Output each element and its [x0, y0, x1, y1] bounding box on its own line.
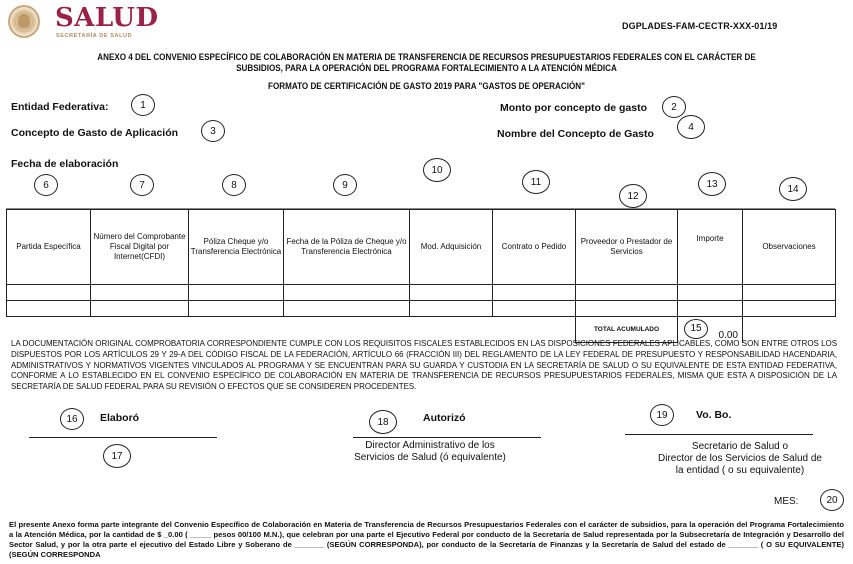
logo-subtitle: SECRETARÍA DE SALUD [56, 33, 133, 39]
vobo-role [640, 441, 840, 477]
table-cell[interactable] [284, 285, 410, 301]
marker-1: 1 [131, 94, 155, 116]
table-row [7, 285, 836, 301]
format-title: FORMATO DE CERTIFICACIÓN DE GASTO 2019 PARA "GASTOS DE OPERACIÓN" [268, 81, 585, 91]
marker-3: 3 [201, 120, 225, 142]
table-cell[interactable] [678, 285, 743, 301]
certification-paragraph: LA DOCUMENTACIÓN ORIGINAL COMPROBATORIA CORRESPONDIENTE CUMPLE CON LOS REQUISITOS FISCALES ESTABLECIDOS EN LAS DISPOSICIONES FEDERALES APLICABLES, COMO SON ENTRE OTROS LOS DISPUESTOS POR LOS ARTÍCULOS 29 Y 29-A DEL CÓDIGO FISCAL DE LA FEDERACIÓN, ARTÍCULO 66 (FRACCIÓN III) DEL REGLAMENTO DE LA LEY FEDERAL DE PRESUPUESTO Y RESPONSABILIDAD HACENDARIA, ADMINISTRATIVOS Y NORMATIVOS VIGENTES VINCULADOS AL PROGRAMA Y SE ENCUENTRAN PARA SU GUARDA Y CUSTODIA EN LA SECRETARÍA DE SALUD O SU EQUIVALENTE DE ESTA ENTIDAD FEDERATIVA, CONFORME A LO ESTABLECIDO EN EL CONVENIO ESPECÍFICO DE COLABORACIÓN EN MATERIA DE TRANSFERENCIA DE RECURSOS PRESUPUESTARIOS FEDERALES, MISMA QUE ESTA A DISPOSICIÓN DE LA SECRETARÍA DE SALUD FEDERAL PARA SU REVISIÓN O EFECTOS QUE SE CONSIDEREN PROCEDENTES. [11, 339, 837, 392]
table-cell[interactable] [410, 285, 493, 301]
elaboro-title: Elaboró [100, 412, 140, 424]
marker-7: 7 [130, 174, 154, 196]
column-header-cfdi: Número del Comprobante Fiscal Digital por Internet(CFDI) [91, 210, 189, 285]
marker-11: 11 [522, 170, 550, 194]
concepto-gasto-label: Concepto de Gasto de Aplicación [11, 127, 179, 139]
table-cell[interactable] [493, 285, 576, 301]
vobo-title: Vo. Bo. [696, 409, 732, 421]
document-code: DGPLADES-FAM-CECTR-XXX-01/19 [622, 21, 778, 31]
marker-14: 14 [779, 177, 807, 201]
column-header-fecha-poliza: Fecha de la Póliza de Cheque y/o Transferencia Electrónica [284, 210, 410, 285]
marker-8: 8 [222, 174, 246, 196]
column-header-proveedor: Proveedor o Prestador de Servicios [576, 210, 678, 285]
marker-9: 9 [333, 174, 357, 196]
document-title-line-1: ANEXO 4 DEL CONVENIO ESPECÍFICO DE COLABORACIÓN EN MATERIA DE TRANSFERENCIA DE RECURSOS PRESUPUESTARIOS FEDERALES CON EL CARÁCTER DE [97, 52, 756, 62]
autorizo-signature-line [353, 437, 541, 438]
entidad-federativa-label: Entidad Federativa: [11, 101, 109, 113]
nombre-concepto-label: Nombre del Concepto de Gasto [497, 128, 654, 140]
table-cell[interactable] [189, 301, 284, 317]
autorizo-role-line-1: Director Administrativo de los [365, 440, 495, 451]
total-acumulado-label: TOTAL ACUMULADO [576, 317, 678, 343]
column-header-partida: Partida Específica [7, 210, 91, 285]
marker-16: 16 [60, 408, 84, 430]
table-cell[interactable] [189, 285, 284, 301]
expense-table [6, 209, 836, 343]
table-cell[interactable] [576, 301, 678, 317]
table-row [7, 301, 836, 317]
table-cell[interactable] [7, 301, 91, 317]
fecha-elaboracion-label: Fecha de elaboración [11, 158, 119, 170]
column-header-poliza: Póliza Cheque y/o Transferencia Electrónica [189, 210, 284, 285]
marker-19: 19 [650, 404, 674, 426]
table-cell[interactable] [91, 285, 189, 301]
marker-10: 10 [423, 158, 451, 182]
autorizo-role [330, 440, 530, 464]
footer-legal-text: El presente Anexo forma parte integrante del Convenio Específico de Colaboración en Materia de Transferencia de Recursos Presupuestarios Federales con el carácter de subsidios, para la operación del Programa Fortalecimiento a la Atención Médica, por la cantidad de $ _0.00 ( _____ pesos 00/100 M.N.), que celebran por una parte el Ejecutivo Federal por conducto de la Secretaría de Salud representada por la Subsecretaría de Integración y Desarrollo del Sector Salud, y por la otra parte el ejecutivo del Estado Libre y Soberano de _______ (SEGÚN CORRESPONDA), por conducto de la Secretaría de Finanzas y la Secretaría de Salud del estado de _______ ( O SU EQUIVALENTE) (SEGÚN CORRESPONDA [9, 520, 844, 559]
table-cell[interactable] [743, 285, 836, 301]
marker-6: 6 [34, 174, 58, 196]
autorizo-title: Autorizó [423, 412, 466, 424]
marker-13: 13 [698, 172, 726, 196]
document-title-line-2: SUBSIDIOS, PARA LA OPERACIÓN DEL PROGRAMA FORTALECIMIENTO A LA ATENCIÓN MÉDICA [236, 63, 617, 73]
marker-18: 18 [369, 410, 397, 434]
marker-15: 15 [684, 319, 708, 339]
table-cell[interactable] [743, 301, 836, 317]
table-cell[interactable] [91, 301, 189, 317]
table-cell[interactable] [678, 301, 743, 317]
marker-4: 4 [677, 115, 705, 139]
marker-17: 17 [103, 444, 131, 468]
vobo-role-line-3: la entidad ( o su equivalente) [675, 465, 805, 476]
table-cell[interactable] [284, 301, 410, 317]
monto-label: Monto por concepto de gasto [500, 102, 647, 114]
mes-label: MES: [774, 496, 799, 507]
coat-of-arms-emblem-icon [8, 5, 40, 38]
column-header-contrato: Contrato o Pedido [493, 210, 576, 285]
marker-2: 2 [662, 96, 686, 118]
marker-12: 12 [619, 184, 647, 208]
table-header-row [7, 210, 836, 285]
autorizo-role-line-2: Servicios de Salud (ó equivalente) [354, 452, 506, 463]
table-cell[interactable] [576, 285, 678, 301]
table-cell[interactable] [410, 301, 493, 317]
table-cell[interactable] [7, 285, 91, 301]
logo-wordmark: SALUD [55, 3, 159, 33]
vobo-role-line-2: Director de los Servicios de Salud de [658, 453, 822, 464]
vobo-signature-line [625, 434, 813, 435]
marker-20: 20 [820, 489, 844, 511]
elaboro-signature-line [29, 437, 217, 438]
column-header-observaciones: Observaciones [743, 210, 836, 285]
column-header-mod-adquisicion: Mod. Adquisición [410, 210, 493, 285]
table-cell[interactable] [493, 301, 576, 317]
column-header-importe: Importe [678, 210, 743, 285]
total-acumulado-value: 0.00 [718, 329, 738, 341]
vobo-role-line-1: Secretario de Salud o [691, 441, 789, 452]
